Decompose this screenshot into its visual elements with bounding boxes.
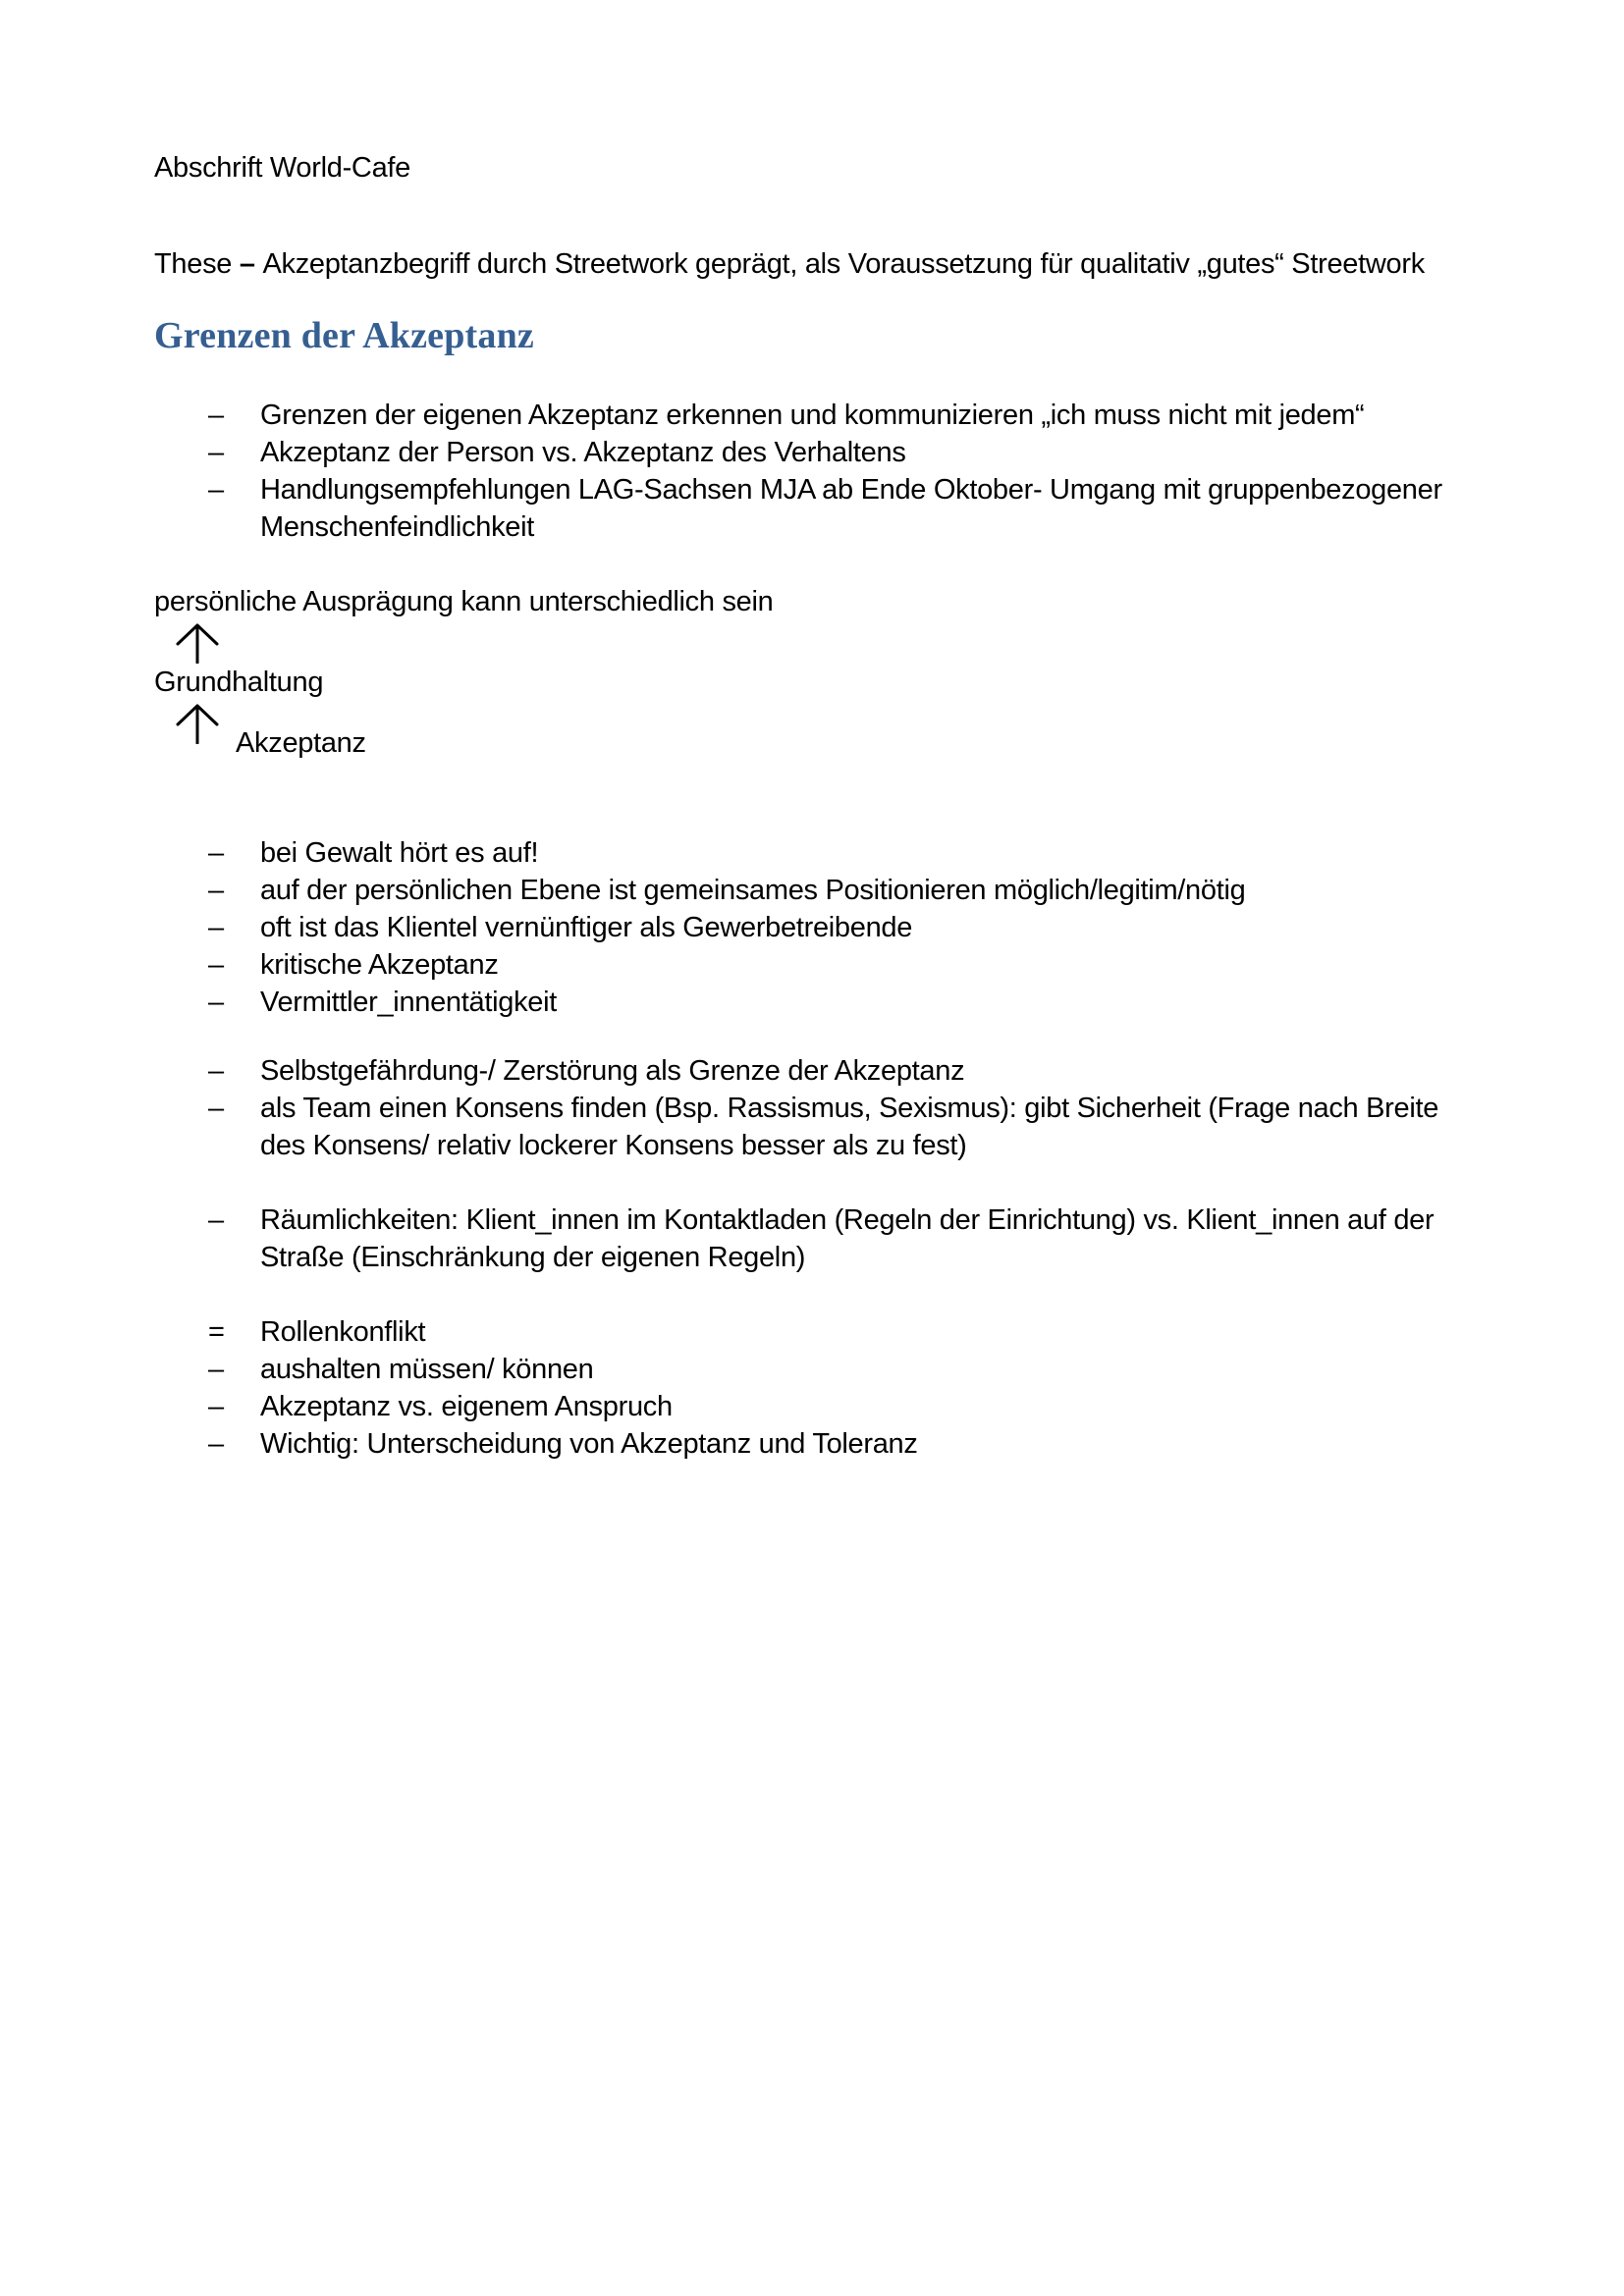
list-item-text: Wichtig: Unterscheidung von Akzeptanz und Toleranz xyxy=(260,1428,918,1460)
bullet-list-3 xyxy=(154,1052,1467,1164)
list-item-text: kritische Akzeptanz xyxy=(260,949,499,981)
list-item-text: Räumlichkeiten: Klient_innen im Kontaktladen (Regeln der Einrichtung) vs. Klient_innen auf der Straße (Einschränkung der eigenen Regeln) xyxy=(260,1204,1435,1273)
dash-bullet: – xyxy=(208,837,224,869)
list-item-text: auf der persönlichen Ebene ist gemeinsames Positionieren möglich/legitim/nötig xyxy=(260,875,1246,906)
dash-bullet: – xyxy=(208,1055,224,1087)
dash-bullet: – xyxy=(208,1093,224,1124)
list-item-text: Akzeptanz der Person vs. Akzeptanz des Verhaltens xyxy=(260,437,906,468)
list-item-text: Handlungsempfehlungen LAG-Sachsen MJA ab Ende Oktober- Umgang mit gruppenbezogener Menschenfeindlichkeit xyxy=(260,474,1442,543)
list-item-text: Selbstgefährdung-/ Zerstörung als Grenze der Akzeptanz xyxy=(260,1055,965,1087)
thesis-line xyxy=(154,245,1467,283)
list-item-text: Rollenkonflikt xyxy=(260,1316,426,1348)
diagram-middle-text: Grundhaltung xyxy=(154,667,324,698)
list-item xyxy=(208,471,1467,546)
diagram-top-text: persönliche Ausprägung kann unterschiedlich sein xyxy=(154,586,774,617)
bullet-list-1 xyxy=(154,397,1467,546)
list-item xyxy=(208,1090,1467,1164)
list-item xyxy=(208,909,1467,946)
dash-bullet: – xyxy=(208,400,224,431)
list-item xyxy=(208,946,1467,984)
list-item xyxy=(208,1425,1467,1463)
list-item xyxy=(208,397,1467,434)
section-heading: Grenzen der Akzeptanz xyxy=(154,315,534,356)
up-arrow-icon xyxy=(175,620,1467,664)
list-item xyxy=(208,434,1467,471)
list-item xyxy=(208,1313,1467,1351)
dash-bullet: – xyxy=(208,949,224,981)
dash-bullet: – xyxy=(208,987,224,1018)
list-item xyxy=(208,872,1467,909)
dash-bullet: – xyxy=(208,1354,224,1385)
bullet-list-5 xyxy=(154,1313,1467,1463)
list-item xyxy=(208,984,1467,1021)
doc-title: Abschrift World-Cafe xyxy=(154,152,410,184)
list-item-text: Vermittler_innentätigkeit xyxy=(260,987,557,1018)
list-item-text: Grenzen der eigenen Akzeptanz erkennen und kommunizieren „ich muss nicht mit jedem“ xyxy=(260,400,1365,431)
thesis-text: Akzeptanzbegriff durch Streetwork geprägt, als Voraussetzung für qualitativ „gutes“ Streetwork xyxy=(262,248,1425,280)
list-item-text: bei Gewalt hört es auf! xyxy=(260,837,539,869)
dash-bullet: – xyxy=(208,437,224,468)
diagram-bottom-label: Akzeptanz xyxy=(236,727,366,759)
dash-bullet: – xyxy=(208,474,224,506)
thesis-word: These xyxy=(154,248,240,280)
bullet-list-4 xyxy=(154,1201,1467,1276)
up-arrow-icon xyxy=(175,701,220,744)
list-item xyxy=(208,1052,1467,1090)
diagram-bottom-row xyxy=(175,701,1467,762)
dash-bullet: – xyxy=(208,1204,224,1236)
list-item xyxy=(208,1201,1467,1276)
bullet-list-2 xyxy=(154,834,1467,1021)
list-item xyxy=(208,1351,1467,1388)
list-item-text: aushalten müssen/ können xyxy=(260,1354,594,1385)
list-item xyxy=(208,834,1467,872)
dash-bullet: – xyxy=(208,912,224,943)
list-item xyxy=(208,1388,1467,1425)
thesis-dash: – xyxy=(239,248,263,280)
list-item-text: als Team einen Konsens finden (Bsp. Rassismus, Sexismus): gibt Sicherheit (Frage nach Breite des Konsens/ relativ lockerer Konsens besser als zu fest) xyxy=(260,1093,1439,1161)
list-item-text: Akzeptanz vs. eigenem Anspruch xyxy=(260,1391,673,1422)
list-item-text: oft ist das Klientel vernünftiger als Gewerbetreibende xyxy=(260,912,913,943)
dash-bullet: – xyxy=(208,875,224,906)
dash-bullet: – xyxy=(208,1391,224,1422)
equals-bullet: = xyxy=(208,1316,225,1348)
dash-bullet: – xyxy=(208,1428,224,1460)
